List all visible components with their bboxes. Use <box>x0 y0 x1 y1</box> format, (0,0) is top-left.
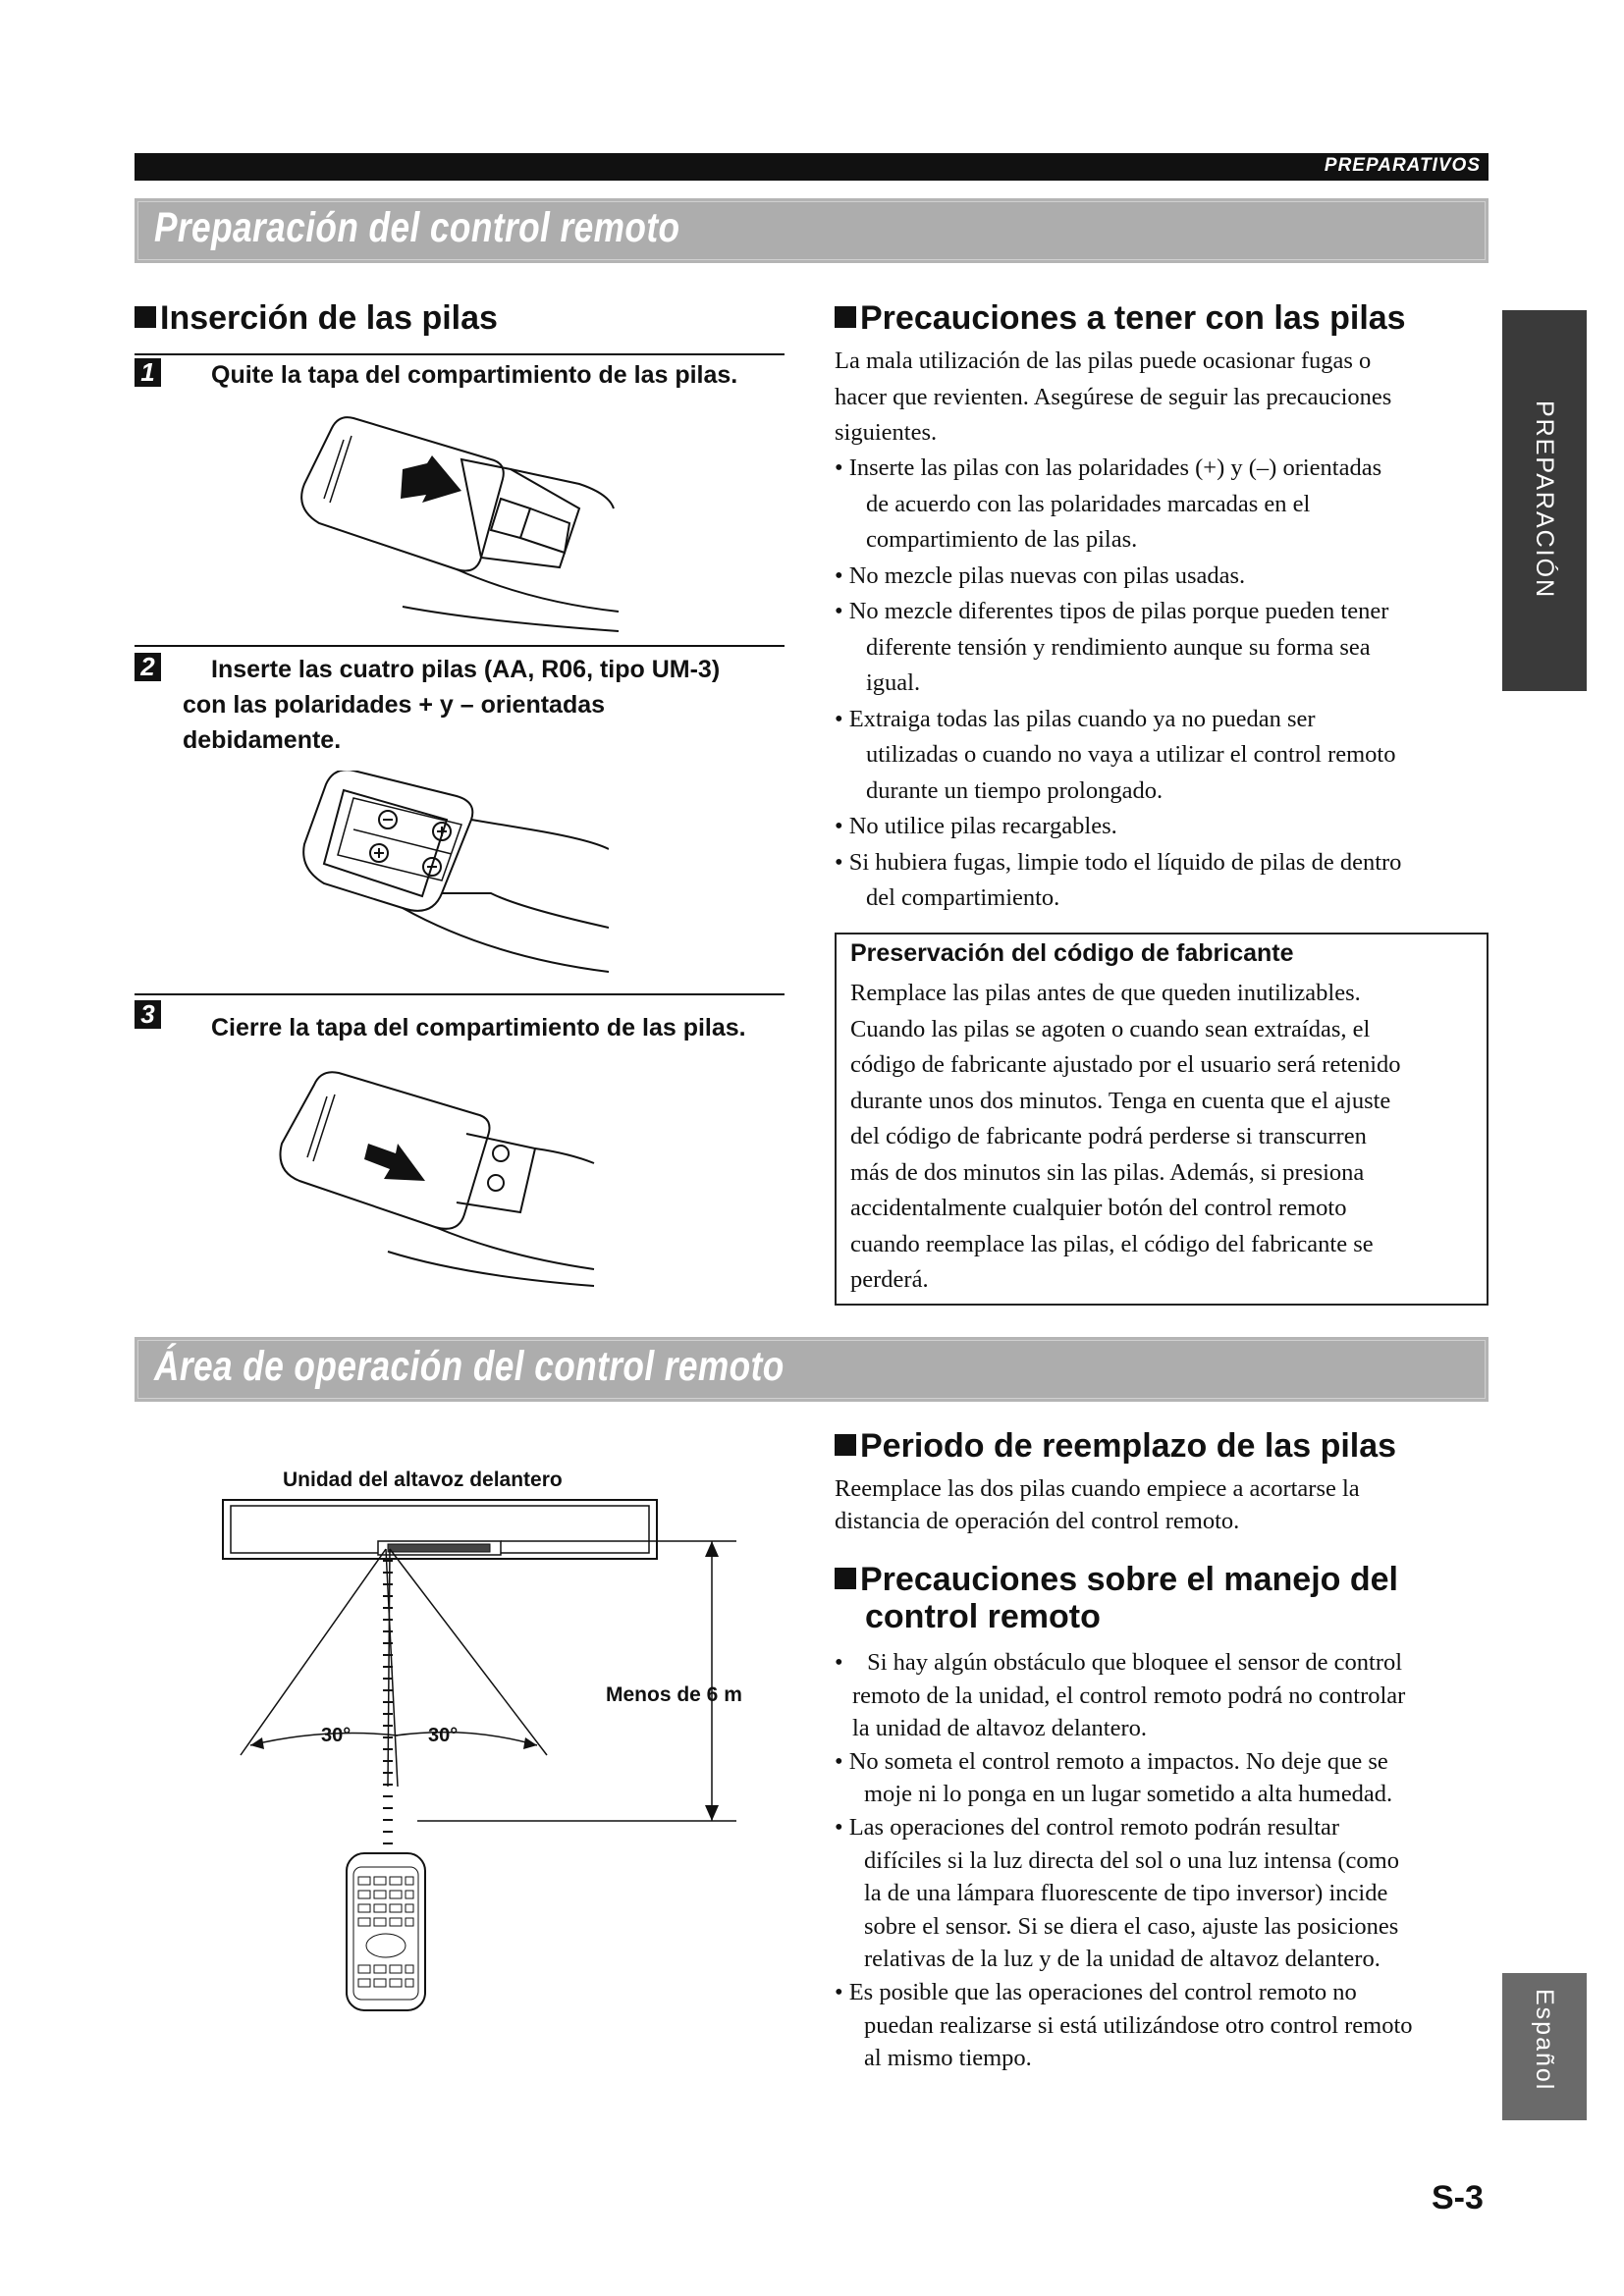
step-text: Cierre la tapa del compartimiento de las pilas. <box>211 1014 746 1041</box>
section-banner-operation-area <box>135 1337 1489 1402</box>
section-banner-battery <box>135 198 1489 263</box>
language-tab-label: Español <box>1531 1989 1558 2092</box>
step-rule <box>135 993 785 995</box>
list-item: • No mezcle diferentes tipos de pilas porque pueden tener diferente tensión y rendimiento aunque su forma sea igual. <box>835 598 1389 696</box>
list-item: • Si hubiera fugas, limpie todo el líquido de pilas de dentro del compartimiento. <box>835 848 1402 911</box>
header-bar <box>135 153 1489 181</box>
list-item: • Es posible que las operaciones del control remoto no puedan realizarse si está utilizándose otro control remoto al mismo tiempo. <box>835 1978 1413 2072</box>
step-text: Quite la tapa del compartimiento de las pilas. <box>211 361 738 389</box>
square-bullet-icon <box>835 1568 856 1589</box>
list-item: • No someta el control remoto a impactos. No deje que se moje ni lo ponga en un lugar sometido a alta humedad. <box>835 1747 1393 1808</box>
precautions-intro: La mala utilización de las pilas puede ocasionar fugas o hacer que revienten. Asegúrese de seguir las precauciones siguientes. <box>835 347 1392 446</box>
remote-close-cover-illustration <box>270 1055 604 1291</box>
handling-heading: Precauciones sobre el manejo del control remoto <box>835 1561 1398 1635</box>
step-rule <box>135 645 785 647</box>
step-number: 2 <box>135 653 161 681</box>
speaker-unit-caption: Unidad del altavoz delantero <box>283 1468 563 1491</box>
list-item: • No utilice pilas recargables. <box>835 813 1117 839</box>
step-number: 3 <box>135 1000 161 1029</box>
distance-label: Menos de 6 m <box>606 1683 742 1706</box>
square-bullet-icon <box>135 306 156 328</box>
language-side-tab <box>1502 1973 1587 2120</box>
remote-batteries-illustration <box>295 771 609 987</box>
precautions-list <box>835 451 1492 917</box>
preservation-note-box <box>835 933 1489 1306</box>
page-number: S-3 <box>1432 2179 1484 2216</box>
precautions-heading: Precauciones a tener con las pilas <box>835 299 1406 338</box>
list-item: • No mezcle pilas nuevas con pilas usadas. <box>835 561 1246 589</box>
step-number: 1 <box>135 358 161 387</box>
operation-area-diagram <box>211 1492 741 2022</box>
chapter-side-tab <box>1502 310 1587 691</box>
insertion-heading: Inserción de las pilas <box>135 299 498 338</box>
list-item: • Extraiga todas las pilas cuando ya no puedan ser utilizadas o cuando no vaya a utilizar el control remoto durante un tiempo prolongado. <box>835 705 1396 804</box>
note-title: Preservación del código de fabricante <box>850 939 1294 967</box>
replacement-text: Reemplace las dos pilas cuando empiece a acortarse la distancia de operación del control remoto. <box>835 1475 1360 1534</box>
angle-right-label: 30° <box>428 1725 459 1746</box>
list-item: • Inserte las pilas con las polaridades (+) y (–) orientadas de acuerdo con las polaridades marcadas en el compartimiento de las pilas. <box>835 454 1382 553</box>
angle-left-label: 30° <box>321 1725 352 1746</box>
square-bullet-icon <box>835 1434 856 1456</box>
section-label: PREPARATIVOS <box>1324 155 1481 176</box>
replacement-heading: Periodo de reemplazo de las pilas <box>835 1427 1396 1466</box>
step-text-line: debidamente. <box>183 726 342 754</box>
step-text-line: Inserte las cuatro pilas (AA, R06, tipo UM-3) <box>211 656 721 683</box>
remote-open-cover-illustration <box>285 400 638 636</box>
list-item: • Si hay algún obstáculo que bloquee el sensor de control remoto de la unidad, el control remoto podrá no controlar la unidad de altavoz delantero. <box>835 1649 1406 1742</box>
list-item: • Las operaciones del control remoto podrán resultar difíciles si la luz directa del sol o una luz intensa (como la de una lámpara fluorescente de tipo inversor) incide sobre el sensor. Si se diera el caso, ajuste las posiciones relativas de la luz y de la unidad de altavoz delantero. <box>835 1813 1399 1973</box>
chapter-tab-label: PREPARACIÓN <box>1531 400 1558 600</box>
square-bullet-icon <box>835 306 856 328</box>
handling-list <box>835 1646 1492 2075</box>
section-title: Preparación del control remoto <box>154 204 680 251</box>
note-body: Remplace las pilas antes de que queden inutilizables. Cuando las pilas se agoten o cuando sean extraídas, el código de fabricante ajustado por el usuario será retenido durante unos dos minutos. Tenga en cuenta que el ajuste del código de fabricante podrá perderse si transcurren más de dos minutos sin las pilas. Además, si presiona accidentalmente cualquier botón del control remoto cuando reemplace las pilas, el código del fabricante se perderá. <box>850 980 1401 1293</box>
step-rule <box>135 353 785 355</box>
section-title: Área de operación del control remoto <box>154 1343 785 1390</box>
step-text-line: con las polaridades + y – orientadas <box>183 691 606 719</box>
